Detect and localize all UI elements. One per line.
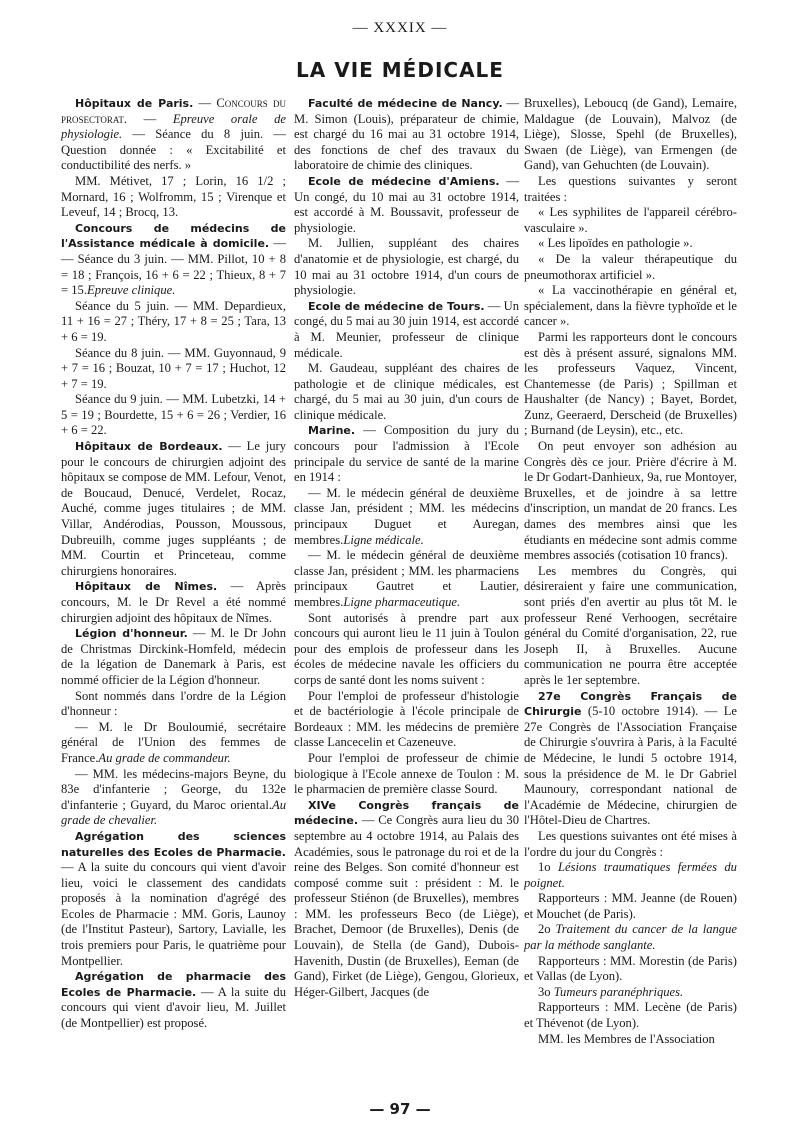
article-paragraph [294, 236, 519, 298]
paragraph-heading: Ecole de médecine de Tours. [308, 299, 485, 313]
column-3 [524, 96, 737, 1047]
article-paragraph [524, 860, 737, 891]
article-paragraph [61, 969, 286, 1031]
paragraph-text: Sont nommés dans l'ordre de la Légion d'honneur : [61, 688, 286, 719]
article-paragraph [61, 299, 286, 346]
paragraph-text: — Ce Congrès aura lieu du 30 septembre au 4 octobre 1914, au Palais des Académies, sous le patronage du roi et de la reine des Belges. Son comité d'honneur est composé comme suit : président : M. le professeur Stiénon (de Bruxelles), membres : MM. les professeurs Beco (de Liège), Brachet, Demoor (de Bruxelles), Denis (de Louvain), de Stella (de Gand), Dubois-Havenith, Dustin (de Bruxelles), Eeman (de Gand), Firket (de Liège), Gengou, Glorieux, Héger-Gilbert, Jacques (de [294, 813, 519, 999]
paragraph-text: Les membres du Congrès, qui désireraient y faire une communication, sont priés d'en avertir au plus tôt M. le professeur René Verhoogen, secrétaire général du Comité d'organisation, 22, rue Joseph II, à Bruxelles. Aucune communication ne pourra être acceptée après le 1er septembre. [524, 563, 737, 687]
paragraph-text: (5-10 octobre 1914). — Le 27e Congrès de l'Association Française de Chirurgie s'ouvrira à Paris, à la Faculté de Médecine, le lundi 5 octobre 1914, sous la présidence de M. le Dr Gabriel Maunoury, correspondant national de l'Académie de Médecine, chirurgien de l'Hôtel-Dieu de Chartres. [524, 704, 737, 828]
page-folio: — XXXIX — [352, 20, 448, 36]
italic-text: Ligne pharmaceutique. [343, 595, 461, 609]
paragraph-text: MM. Métivet, 17 ; Lorin, 16 1/2 ; Mornard, 16 ; Wolfromm, 15 ; Virenque et Leveuf, 14 ; Brocq, 13. [61, 173, 286, 220]
paragraph-text: Les questions suivantes ont été mises à l'ordre du jour du Congrès : [524, 828, 737, 859]
paragraph-text: « La vaccinothérapie en général et, spécialement, dans la fièvre typhoïde et le cancer ». [524, 283, 737, 329]
paragraph-text: Les questions suivantes y seront traitées : [524, 173, 737, 204]
paragraph-text: — Le jury pour le concours de chirurgien adjoint des hôpitaux se compose de MM. Lefour, Venot, de Boucaud, Denucé, Verdelet, Rocaz, Auché, comme juges titulaires ; de MM. Villar, Andérodias, Pousson, Moussous, Dubreuilh, comme juges suppléants ; de MM. Courtin et Princeteau, comme chirurgiens honoraires. [61, 439, 286, 578]
article-paragraph [524, 252, 737, 283]
paragraph-heading: Hôpitaux de Paris. [75, 97, 194, 110]
italic-text: Au grade de chevalier. [61, 797, 286, 828]
paragraph-heading: Concours de médecins de l'Assistance médicale à domicile. [61, 221, 286, 251]
article-paragraph [524, 174, 737, 205]
paragraph-text: — Séance du 8 juin. — Question donnée : « Excitabilité et conductibilité des nerfs. » [61, 127, 286, 173]
paragraph-heading: Hôpitaux de Bordeaux. [75, 440, 223, 454]
paragraph-heading: Hôpitaux de Nîmes. [75, 580, 218, 594]
article-paragraph [61, 767, 286, 829]
article-paragraph [524, 829, 737, 860]
article-paragraph [524, 564, 737, 689]
smallcaps-text: Concours du prosectorat. [61, 96, 287, 126]
article-paragraph [61, 626, 286, 688]
paragraph-heading: Agrégation des sciences naturelles des Ecoles de Pharmacie. [61, 829, 286, 859]
paragraph-text: — M. le médecin général de deuxième classe Jan, président ; MM. les pharmaciens principaux Gautret et Lautier, membres. [294, 548, 519, 609]
italic-text: Traitement du cancer de la langue par la méthode sanglante. [524, 922, 737, 953]
paragraph-text: « De la valeur thérapeutique du pneumothorax artificiel ». [524, 251, 737, 282]
paragraph-heading: 27e Congrès Français de Chirurgie [524, 689, 737, 719]
paragraph-text: Séance du 5 juin. — MM. Depardieux, 11 + 16 = 27 ; Théry, 17 + 8 = 25 ; Tara, 13 + 6 = 19. [61, 298, 286, 344]
paragraph-text: — A la suite du concours qui vient d'avoir lieu, M. Juillet (de Montpellier) est proposé. [61, 984, 287, 1031]
paragraph-text: — [127, 111, 173, 126]
paragraph-text: 1o [538, 860, 559, 875]
article-paragraph [294, 751, 519, 798]
article-paragraph [294, 798, 519, 1001]
paragraph-heading: Légion d'honneur. [75, 627, 188, 641]
paragraph-heading: Agrégation de pharmacie des Ecoles de Pharmacie. [61, 970, 286, 999]
italic-text: Lésions traumatiques fermées du poignet. [524, 860, 737, 890]
paragraph-text: — Après concours, M. le Dr Revel a été nommé chirurgien adjoint des hôpitaux de Nîmes. [61, 579, 286, 625]
article-paragraph [294, 174, 519, 236]
article-paragraph [61, 174, 286, 221]
paragraph-text: — [193, 96, 217, 110]
paragraph-text: — Composition du jury du concours pour l'admission à l'Ecole principale du service de santé de la marine en 1914 : [294, 423, 519, 485]
section-title: LA VIE MÉDICALE [296, 58, 504, 82]
paragraph-text: — M. le Dr John de Christmas Dirckink-Homfeld, médecin de la légation de Danemark à Paris, est nommé officier de la Légion d'honneur. [61, 626, 287, 687]
article-paragraph [524, 205, 737, 236]
paragraph-text: — M. le Dr Bouloumié, secrétaire général de l'Union des femmes de France. [61, 719, 286, 765]
article-paragraph [61, 689, 286, 720]
article-paragraph [294, 486, 519, 548]
article-paragraph [294, 611, 519, 689]
article-paragraph [61, 439, 286, 579]
article-paragraph [524, 985, 737, 1001]
column-1 [61, 96, 286, 1032]
article-paragraph [524, 689, 737, 829]
paragraph-heading: Ecole de médecine d'Amiens. [308, 174, 500, 188]
article-paragraph [524, 236, 737, 252]
article-paragraph [524, 283, 737, 330]
article-paragraph [294, 96, 519, 174]
paragraph-heading: XIVe Congrès français de médecine. [294, 798, 519, 828]
italic-text: Tumeurs paranéphriques. [553, 984, 684, 999]
article-paragraph [524, 922, 737, 953]
paragraph-text: 2o [538, 922, 556, 937]
article-paragraph [61, 346, 286, 393]
article-paragraph [524, 439, 737, 564]
article-paragraph [524, 1000, 737, 1031]
paragraph-text: « Les lipoïdes en pathologie ». [538, 236, 693, 251]
paragraph-text: — A la suite du concours qui vient d'avoir lieu, voici le classement des candidats proposés à la nomination d'agrégé des Ecoles de Pharmacie : MM. Goris, Launoy (de l'Institut Pasteur), Sartory, Lavialle, les trois premiers pour Paris, le quatrième pour Montpellier. [61, 860, 286, 968]
paragraph-text: M. Gaudeau, suppléant des chaires de pathologie et de clinique médicales, est chargé, du 5 mai au 30 juin, d'un cours de clinique médicale. [294, 361, 519, 422]
article-paragraph [61, 720, 286, 767]
paragraph-text: — M. Simon (Louis), préparateur de chimie, est chargé du 16 mai au 31 octobre 1914, des fonctions de chef des travaux du laboratoire de chimie des cliniques. [294, 96, 519, 173]
article-paragraph [61, 579, 286, 626]
paragraph-text: Rapporteurs : MM. Lecène (de Paris) et Thévenot (de Lyon). [524, 1000, 737, 1031]
italic-text: Epreuve clinique. [87, 283, 176, 298]
paragraph-text: — Un congé, du 5 mai au 30 juin 1914, est accordé à M. Meunier, professeur de clinique médicale. [294, 298, 519, 360]
paragraph-text: « Les syphilites de l'appareil cérébro-vasculaire ». [524, 205, 737, 235]
article-paragraph [61, 392, 286, 439]
paragraph-text: Parmi les rapporteurs dont le concours est dès à présent assuré, signalons MM. les professeurs Vaquez, Vincent, Chantemesse (de Paris) ; Spillman et Haushalter (de Nancy) ; Bayet, Bordet, Zunz, Geeraerd, Derscheid (de Bruxelles) ; Burnand (de Leysin), etc., etc. [524, 329, 737, 438]
paragraph-text: Bruxelles), Leboucq (de Gand), Lemaire, Maldague (de Louvain), Malvoz (de Liège), Slosse, Spehl (de Bruxelles), Swaen (de Liège), van Ermengen (de Gand), van Gehuchten (de Louvain). [524, 96, 737, 173]
article-paragraph [524, 330, 737, 439]
article-paragraph [524, 1032, 737, 1048]
paragraph-text: Sont autorisés à prendre part aux concours qui auront lieu le 11 juin à Toulon pour des emplois de professeur dans les écoles de médecine navale les officiers du corps de santé dont les noms suivent : [294, 610, 519, 687]
paragraph-heading: Faculté de médecine de Nancy. [308, 97, 503, 110]
article-paragraph [61, 96, 286, 174]
article-paragraph [524, 96, 737, 174]
paragraph-text: Séance du 9 juin. — MM. Lubetzki, 14 + 5 = 19 ; Bourdette, 15 + 6 = 26 ; Verdier, 16 + 6 = 22. [61, 392, 286, 438]
paragraph-text: — [269, 236, 286, 251]
article-paragraph [294, 548, 519, 610]
paragraph-text: MM. les Membres de l'Association [538, 1031, 715, 1046]
paragraph-text: 3o [538, 984, 554, 999]
paragraph-text: — M. le médecin général de deuxième classe Jan, président ; MM. les médecins principaux Duguet et Auregan, membres. [294, 485, 519, 547]
page-number: — 97 — [369, 1100, 431, 1118]
article-paragraph [294, 299, 519, 361]
paragraph-text: M. Jullien, suppléant des chaires d'anatomie et de physiologie, est chargé, du 10 mai au 31 octobre 1914, d'un cours de physiologie. [294, 236, 519, 298]
column-2 [294, 96, 519, 1000]
paragraph-text: Pour l'emploi de professeur d'histologie et de bactériologie à l'école principale de Bordeaux : MM. les médecins de première classe Lancecelin et Cazeneuve. [294, 688, 519, 750]
paragraph-text: Pour l'emploi de professeur de chimie biologique à l'Ecole annexe de Toulon : M. le pharmacien de première classe Sourd. [294, 750, 519, 797]
article-paragraph [61, 221, 286, 299]
article-paragraph [294, 361, 519, 423]
paragraph-heading: Marine. [308, 424, 356, 438]
article-paragraph [61, 829, 286, 969]
article-paragraph [294, 423, 519, 485]
paragraph-text: Séance du 8 juin. — MM. Guyonnaud, 9 + 7 = 16 ; Bouzat, 10 + 7 = 17 ; Huchot, 12 + 7 = 19. [61, 345, 286, 391]
italic-text: Au grade de commandeur. [98, 750, 231, 765]
italic-text: Ligne médicale. [343, 532, 424, 547]
article-paragraph [524, 891, 737, 922]
paragraph-text: Rapporteurs : MM. Morestin (de Paris) et Vallas (de Lyon). [524, 953, 737, 984]
paragraph-text: — Un congé, du 10 mai au 31 octobre 1914, est accordé à M. Boussavit, professeur de physiologie. [294, 173, 519, 235]
paragraph-text: — Séance du 3 juin. — MM. Pillot, 10 + 8 = 18 ; François, 16 + 6 = 22 ; Thieux, 8 + 7 = 15. [61, 251, 286, 298]
italic-text: Epreuve orale de physiologie. [61, 111, 286, 142]
article-paragraph [294, 689, 519, 751]
paragraph-text: Rapporteurs : MM. Jeanne (de Rouen) et Mouchet (de Paris). [524, 891, 737, 921]
paragraph-text: On peut envoyer son adhésion au Congrès dès ce jour. Prière d'écrire à M. le Dr Godart-Danhieux, 9a, rue Montoyer, Bruxelles, et de joindre à sa lettre d'inscription, un mandat de 20 francs. Les dames des membres ainsi que les étudiants en médecine sont admis comme membres associés (cotisation 10 francs). [524, 439, 737, 563]
article-paragraph [524, 954, 737, 985]
paragraph-text: — MM. les médecins-majors Beyne, du 83e d'infanterie ; George, du 132e d'infanterie ; Guyard, du Maroc oriental. [61, 766, 286, 812]
